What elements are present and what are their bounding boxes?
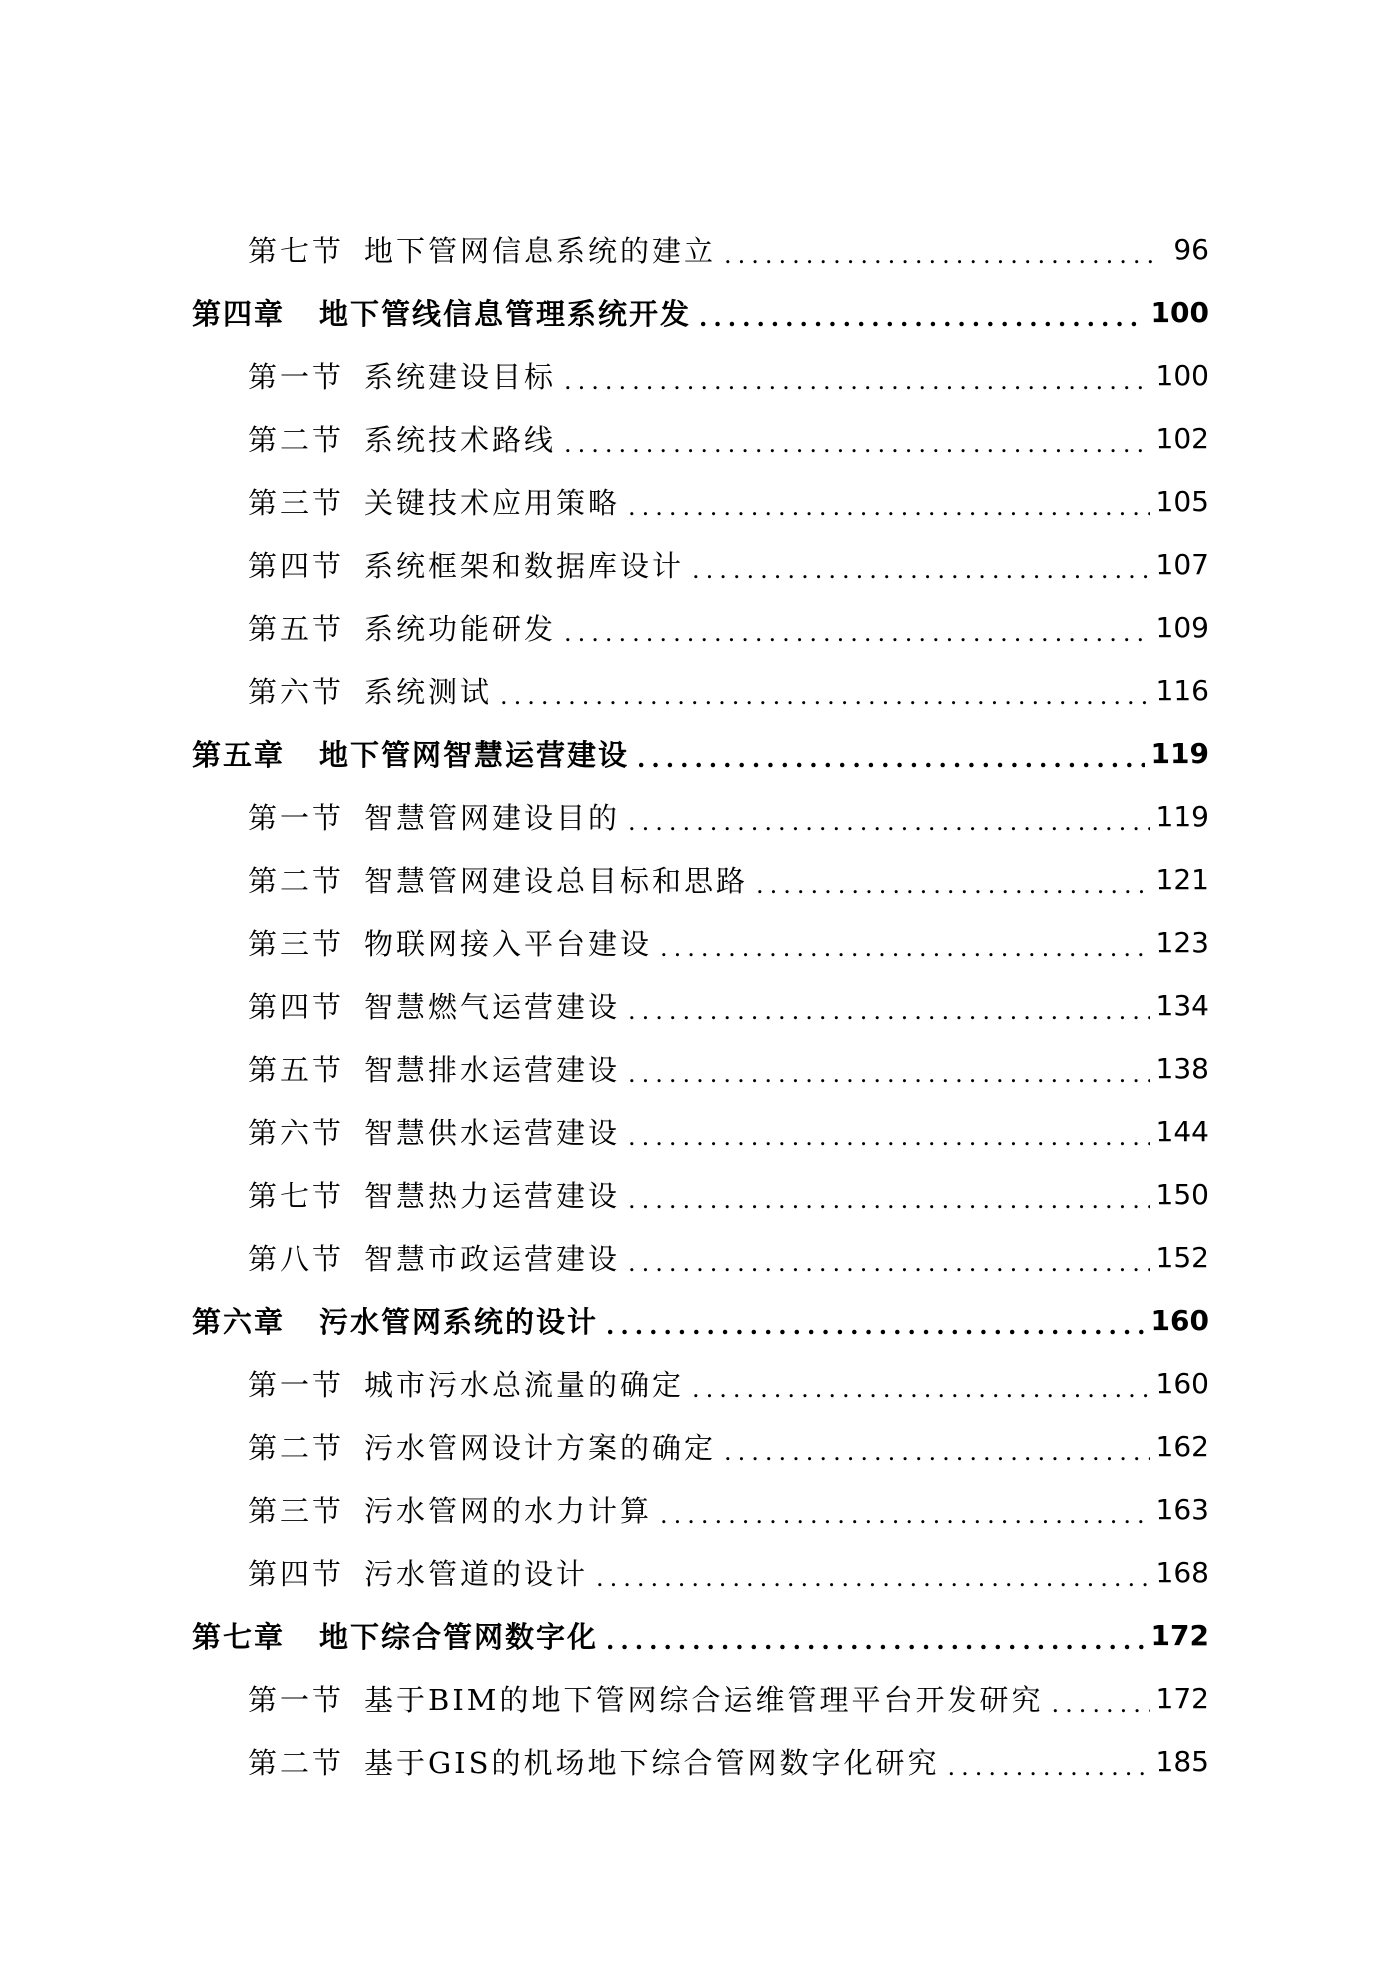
toc-page-number: 134	[1155, 988, 1209, 1022]
dot-leader	[564, 369, 1150, 393]
toc-entry-label	[248, 229, 716, 270]
toc-entry-title: 地下综合管网数字化	[319, 1619, 599, 1654]
toc-entry-title: 系统功能研发	[364, 611, 557, 646]
dot-leader	[500, 684, 1150, 708]
toc-entry[interactable]	[248, 1676, 1209, 1720]
toc-page-number: 102	[1155, 421, 1209, 455]
toc-page-number: 138	[1155, 1051, 1209, 1085]
toc-page-number: 119	[1150, 736, 1209, 770]
toc-entry-label	[248, 1678, 1043, 1719]
toc-chapter-entry[interactable]	[192, 1298, 1209, 1342]
toc-entry-title: 智慧市政运营建设	[364, 1241, 621, 1276]
toc-entry-title: 城市污水总流量的确定	[364, 1367, 685, 1402]
toc-entry-label	[248, 670, 492, 711]
dot-leader	[660, 936, 1150, 960]
toc-page-number: 100	[1150, 295, 1209, 329]
toc-entry-number: 第七节	[248, 1178, 345, 1213]
dot-leader	[756, 873, 1150, 897]
toc-entry-label	[248, 796, 620, 837]
toc-page-number: 109	[1155, 610, 1209, 644]
toc-entry-label	[248, 607, 556, 648]
toc-entry-number: 第七章	[192, 1619, 286, 1654]
toc-entry-title: 系统建设目标	[364, 359, 557, 394]
dot-leader	[628, 1251, 1150, 1275]
toc-page-number: 185	[1155, 1744, 1209, 1778]
toc-page-number: 96	[1173, 232, 1209, 266]
toc-entry[interactable]	[248, 1487, 1209, 1531]
toc-entry-number: 第七节	[248, 233, 345, 268]
toc-chapter-entry[interactable]	[192, 1613, 1209, 1657]
toc-entry-title: 地下管网智慧运营建设	[319, 737, 630, 772]
dot-leader	[564, 432, 1150, 456]
toc-entry-number: 第六节	[248, 674, 345, 709]
dot-leader	[724, 1440, 1150, 1464]
toc-entry-number: 第四章	[192, 296, 286, 331]
toc-page-number: 160	[1155, 1366, 1209, 1400]
dot-leader	[564, 621, 1150, 645]
toc-page-number: 116	[1155, 673, 1209, 707]
toc-entry-title: 污水管网系统的设计	[319, 1304, 599, 1339]
toc-entry-label	[248, 1363, 684, 1404]
toc-entry-title: 物联网接入平台建设	[364, 926, 653, 961]
toc-entry-number: 第五章	[192, 737, 286, 772]
toc-page-number: 152	[1155, 1240, 1209, 1274]
toc-entry-number: 第一节	[248, 359, 345, 394]
toc-entry-number: 第二节	[248, 1745, 345, 1780]
toc-entry[interactable]	[248, 1739, 1209, 1783]
dot-leader	[596, 1566, 1150, 1590]
toc-page-number: 121	[1155, 862, 1209, 896]
toc-entry-number: 第一节	[248, 1682, 345, 1717]
toc-entry-label	[248, 418, 556, 459]
toc-entry-title: 系统框架和数据库设计	[364, 548, 685, 583]
toc-entry-title: 智慧热力运营建设	[364, 1178, 621, 1213]
toc-entry-title: 基于GIS的机场地下综合管网数字化研究	[364, 1745, 940, 1780]
toc-entry-label	[248, 1741, 940, 1782]
toc-entry-number: 第二节	[248, 863, 345, 898]
toc-entry[interactable]	[248, 605, 1209, 649]
toc-page-number: 172	[1155, 1681, 1209, 1715]
toc-entry[interactable]	[248, 794, 1209, 838]
dot-leader	[1051, 1692, 1149, 1716]
dot-leader	[692, 558, 1150, 582]
toc-entry[interactable]	[248, 479, 1209, 523]
toc-page-number: 144	[1155, 1114, 1209, 1148]
toc-entry[interactable]	[248, 542, 1209, 586]
toc-entry-label	[248, 481, 620, 522]
toc-entry-number: 第五节	[248, 1052, 345, 1087]
toc-entry-label	[248, 1048, 620, 1089]
toc-entry-number: 第四节	[248, 1556, 345, 1591]
toc-entry[interactable]	[248, 416, 1209, 460]
toc-page-number: 107	[1155, 547, 1209, 581]
dot-leader	[628, 1062, 1150, 1086]
dot-leader	[606, 1314, 1145, 1338]
dot-leader	[724, 243, 1159, 267]
dot-leader	[948, 1755, 1150, 1779]
toc-page-number: 168	[1155, 1555, 1209, 1589]
toc-entry[interactable]	[248, 920, 1209, 964]
dot-leader	[628, 999, 1150, 1023]
toc-entry-number: 第一节	[248, 1367, 345, 1402]
toc-entry[interactable]	[248, 857, 1209, 901]
toc-entry-label	[248, 922, 652, 963]
toc-page-number: 123	[1155, 925, 1209, 959]
toc-entry[interactable]	[248, 227, 1209, 271]
toc-entry[interactable]	[248, 1046, 1209, 1090]
toc-entry-number: 第一节	[248, 800, 345, 835]
toc-entry-number: 第六节	[248, 1115, 345, 1150]
toc-entry-title: 关键技术应用策略	[364, 485, 621, 520]
toc-entry-title: 污水管道的设计	[364, 1556, 589, 1591]
toc-entry-label	[248, 355, 556, 396]
toc-entry-label	[248, 1111, 620, 1152]
dot-leader	[692, 1377, 1150, 1401]
dot-leader	[628, 1188, 1150, 1212]
toc-entry-number: 第五节	[248, 611, 345, 646]
toc-page-number: 150	[1155, 1177, 1209, 1211]
toc-entry-title: 智慧管网建设目的	[364, 800, 621, 835]
dot-leader	[637, 747, 1145, 771]
toc-entry-label	[248, 1237, 620, 1278]
toc-entry-title: 污水管网设计方案的确定	[364, 1430, 717, 1465]
toc-entry-label	[248, 1174, 620, 1215]
toc-entry[interactable]	[248, 1235, 1209, 1279]
dot-leader	[660, 1503, 1150, 1527]
toc-entry-label	[192, 1300, 598, 1341]
toc-page-number: 160	[1150, 1303, 1209, 1337]
toc-entry[interactable]	[248, 1172, 1209, 1216]
toc-page-number: 100	[1155, 358, 1209, 392]
toc-entry-title: 智慧供水运营建设	[364, 1115, 621, 1150]
toc-chapter-entry[interactable]	[192, 731, 1209, 775]
toc-page-number: 162	[1155, 1429, 1209, 1463]
toc-entry-number: 第三节	[248, 926, 345, 961]
toc-entry-label	[192, 1615, 598, 1656]
toc-entry-title: 污水管网的水力计算	[364, 1493, 653, 1528]
toc-entry-number: 第三节	[248, 1493, 345, 1528]
toc-entry-number: 第二节	[248, 1430, 345, 1465]
toc-entry[interactable]	[248, 983, 1209, 1027]
toc-entry-title: 地下管网信息系统的建立	[364, 233, 717, 268]
toc-page-number: 119	[1155, 799, 1209, 833]
dot-leader	[628, 1125, 1150, 1149]
dot-leader	[628, 810, 1150, 834]
toc-entry-title: 智慧排水运营建设	[364, 1052, 621, 1087]
toc-entry[interactable]	[248, 1424, 1209, 1468]
toc-entry-number: 第四节	[248, 989, 345, 1024]
toc-entry-label	[248, 1552, 588, 1593]
toc-chapter-entry[interactable]	[192, 290, 1209, 334]
toc-entry-title: 基于BIM的地下管网综合运维管理平台开发研究	[364, 1682, 1044, 1717]
toc-entry-title: 系统测试	[364, 674, 493, 709]
toc-entry[interactable]	[248, 1109, 1209, 1153]
toc-entry-number: 第二节	[248, 422, 345, 457]
toc-entry[interactable]	[248, 1361, 1209, 1405]
toc-entry-label	[248, 1426, 716, 1467]
toc-entry-label	[192, 292, 691, 333]
toc-entry-title: 系统技术路线	[364, 422, 557, 457]
toc-page-number: 172	[1150, 1618, 1209, 1652]
toc-entry[interactable]	[248, 668, 1209, 712]
toc-page-number: 163	[1155, 1492, 1209, 1526]
dot-leader	[699, 306, 1145, 330]
toc-entry-title: 智慧管网建设总目标和思路	[364, 863, 749, 898]
dot-leader	[628, 495, 1150, 519]
toc-entry-number: 第三节	[248, 485, 345, 520]
toc-entry-label	[192, 733, 629, 774]
toc-entry-number: 第六章	[192, 1304, 286, 1339]
dot-leader	[606, 1629, 1145, 1653]
toc-entry-label	[248, 544, 684, 585]
toc-entry[interactable]	[248, 1550, 1209, 1594]
toc-entry-label	[248, 1489, 652, 1530]
toc-entry-title: 地下管线信息管理系统开发	[319, 296, 692, 331]
toc-entry-label	[248, 859, 748, 900]
toc-entry-label	[248, 985, 620, 1026]
toc-entry-number: 第八节	[248, 1241, 345, 1276]
toc-entry[interactable]	[248, 353, 1209, 397]
toc-entry-number: 第四节	[248, 548, 345, 583]
toc-page-number: 105	[1155, 484, 1209, 518]
toc-entry-title: 智慧燃气运营建设	[364, 989, 621, 1024]
